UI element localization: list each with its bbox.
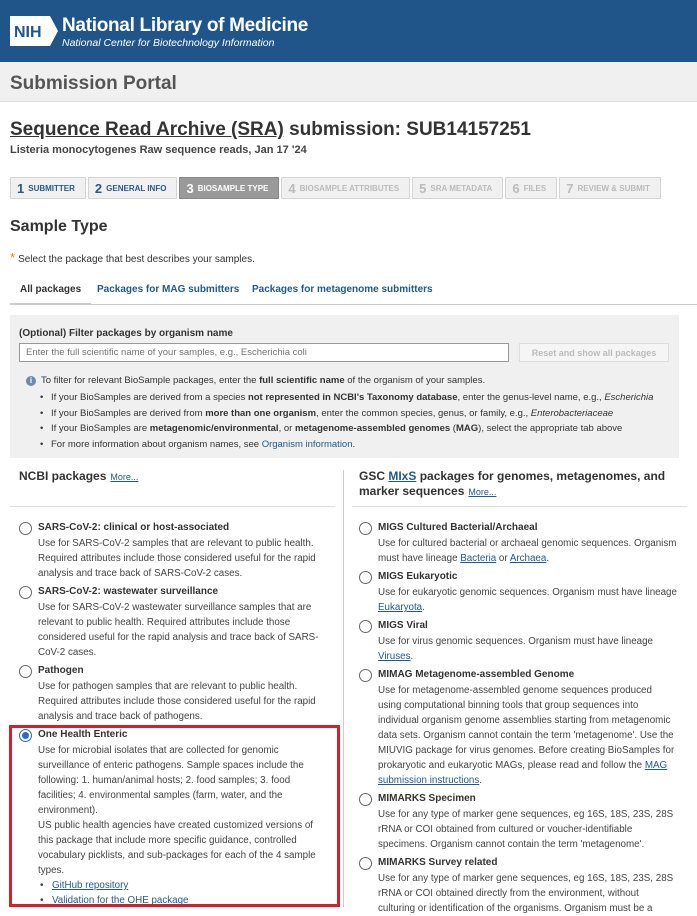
step-number: 6 [512,180,520,196]
mag-instructions-link[interactable]: MAG submission instructions [378,760,668,786]
step-number: 7 [566,180,574,196]
step-label: SRA METADATA [430,183,493,193]
step-6 [505,177,557,199]
organism-info-link[interactable]: Organism information [261,438,353,450]
step-label: FILES [523,183,547,193]
required-star-icon: * [10,250,16,265]
ncbi-more-link[interactable]: More... [110,472,139,482]
step-label: BIOSAMPLE ATTRIBUTES [299,183,400,193]
package-radio-sars-wastewater[interactable] [19,586,32,599]
organism-filter-input[interactable] [19,343,509,362]
step-4 [281,177,410,199]
svg-text:NIH: NIH [14,24,42,41]
package-name: MIGS Viral [378,620,428,631]
wizard-steps [10,177,663,199]
package-desc: Use for any type of marker gene sequences, eg 16S, 18S, 23S, 28S rRNA or COI obtained from cultured or voucher-identifiable specimens. Organism cannot contain the term 'metagenome'. [378,809,674,850]
submission-subtitle: Listeria monocytogenes Raw sequence reads, Jan 17 '24 [10,144,307,156]
sra-link[interactable]: Sequence Read Archive (SRA) [10,119,284,140]
ncbi-subtitle[interactable]: National Center for Biotechnology Information [62,37,275,49]
reset-filter-button[interactable]: Reset and show all packages [519,343,669,362]
ohe-validation-link[interactable]: Validation for the OHE package [52,895,189,906]
step-label: GENERAL INFO [106,183,167,193]
list-item: • If your BioSamples are metagenomic/environmental, or metagenome-assembled genomes (MAG), select the appropriate tab above [51,421,653,437]
package-name: MIMAG Metagenome-assembled Genome [378,669,575,680]
package-name: MIMARKS Survey related [378,857,498,868]
viruses-link[interactable]: Viruses [378,651,411,662]
package-radio-migs-eukaryotic[interactable] [359,571,372,584]
step-5 [412,177,503,199]
divider [352,506,687,507]
package-desc: Use for SARS-CoV-2 wastewater surveillance samples that are relevant to public health. Required attributes include those considered useful for the rapid analysis and trace back of SARS-CoV-2 cases. [38,602,319,658]
gsc-more-link[interactable]: More... [468,487,497,497]
mixs-link[interactable]: MIxS [388,469,417,483]
list-item: • For more information about organism names, see Organism information. [51,437,653,453]
step-label: REVIEW & SUBMIT [577,183,650,193]
section-title: Sample Type [10,218,108,235]
package-name: SARS-CoV-2: wastewater surveillance [38,586,219,597]
step-label: BIOSAMPLE TYPE [197,183,269,193]
package-radio-migs-viral[interactable] [359,620,372,633]
gsc-packages-heading: GSC MIxS packages for genomes, metagenomes, and marker sequences More... [359,469,666,498]
submission-title [10,119,531,141]
archaea-link[interactable]: Archaea [509,553,547,564]
package-radio-mimag[interactable] [359,669,372,682]
filter-info-list [51,390,653,452]
package-radio-pathogen[interactable] [19,665,32,678]
eukaryota-link[interactable]: Eukaryota [378,602,423,613]
ncbi-packages-heading: NCBI packages More... [19,469,139,483]
tab-metagenome-packages[interactable]: Packages for metagenome submitters [252,284,433,295]
column-divider [343,470,344,907]
bacteria-link[interactable]: Bacteria [460,553,497,564]
required-note [10,250,255,265]
step-7 [559,177,661,199]
package-desc: Use for cultured bacterial or archaeal genomic sequences. Organism must have lineage Bacteria or Archaea. [378,538,677,564]
tab-all-packages[interactable]: All packages [10,279,91,305]
submission-id: submission: SUB14157251 [283,119,531,140]
package-radio-mimarks-survey[interactable] [359,857,372,870]
required-text: Select the package that best describes your samples. [18,254,255,265]
package-radio-sars-clinical[interactable] [19,522,32,535]
package-desc: Use for virus genomic sequences. Organism must have lineage Viruses. [378,636,653,662]
nlm-title[interactable]: National Library of Medicine [62,15,309,36]
tab-mag-packages[interactable]: Packages for MAG submitters [97,284,240,295]
step-number: 1 [17,180,25,196]
package-name: MIGS Cultured Bacterial/Archaeal [378,522,538,533]
divider [10,506,335,507]
package-name: One Health Enteric [38,729,128,740]
step-label: SUBMITTER [28,183,75,193]
github-repository-link[interactable]: GitHub repository [52,880,129,891]
package-desc: Use for metagenome-assembled genome sequences produced using computational binning tools that group sequences into individual organism genome assemblies starting from metagenomic data sets. Organism cannot contain the term 'metagenome'. Use the MIUVIG package for virus genomes. Before creating BioSamples for prokaryotic and eukaryotic MAGs, please read and follow the MAG submission instructions. [378,685,675,786]
list-item: • If your BioSamples are derived from a species not represented in NCBI's Taxonomy database, enter the genus-level name, e.g., Escherichia [51,390,653,406]
package-radio-migs-bacterial[interactable] [359,522,372,535]
nih-logo-icon[interactable] [10,16,58,46]
step-number: 4 [288,180,296,196]
package-name: MIGS Eukaryotic [378,571,458,582]
step-1[interactable] [10,177,86,199]
nih-header [0,0,697,62]
step-3[interactable] [179,177,279,199]
filter-label: (Optional) Filter packages by organism name [19,328,233,339]
step-number: 2 [94,180,103,196]
filter-info-head: To filter for relevant BioSample packages, enter the full scientific name of the organism of your samples. [41,375,486,386]
step-2[interactable] [88,177,178,199]
package-desc: Use for pathogen samples that are relevant to public health. Required attributes include those considered useful for the rapid analysis and trace back of pathogens. [38,681,316,722]
package-desc: Use for SARS-CoV-2 samples that are relevant to public health. Required attributes include those considered useful for the rapid analysis and trace back of SARS-CoV-2 cases. [38,538,316,579]
package-radio-mimarks-specimen[interactable] [359,793,372,806]
selection-highlight [9,725,340,907]
package-desc: Use for eukaryotic genomic sequences. Organism must have lineage Eukaryota. [378,587,677,613]
list-item: • If your BioSamples are derived from more than one organism, enter the common species, genus, or family, e.g., Enterobacteriaceae [51,406,653,422]
package-name: SARS-CoV-2: clinical or host-associated [38,522,230,533]
package-desc: Use for any type of marker gene sequences, eg 16S, 18S, 23S, 28S rRNA or COI obtained directly from the environment, without culturing or identification of the organisms. Organism must be a [378,873,674,914]
step-number: 3 [186,180,194,196]
package-name: MIMARKS Specimen [378,793,476,804]
step-number: 5 [419,180,427,196]
portal-title[interactable]: Submission Portal [10,73,177,94]
info-icon: i [26,376,36,386]
package-desc: Use for microbial isolates that are collected for genomic surveillance of enteric pathogens. Sample spaces include the following: 1. human/animal hosts; 2. food samples; 3. food facilities; 4. environmental samples (farm, water, and the environment). US public health agencies have created customized versions of this package that include more specific guidance, controlled vocabulary picklists, and sub-packages for each of the 4 sample types. • GitHub repository • Validation for the OHE package [38,743,328,908]
package-tabs [10,279,697,305]
package-name: Pathogen [38,665,84,676]
